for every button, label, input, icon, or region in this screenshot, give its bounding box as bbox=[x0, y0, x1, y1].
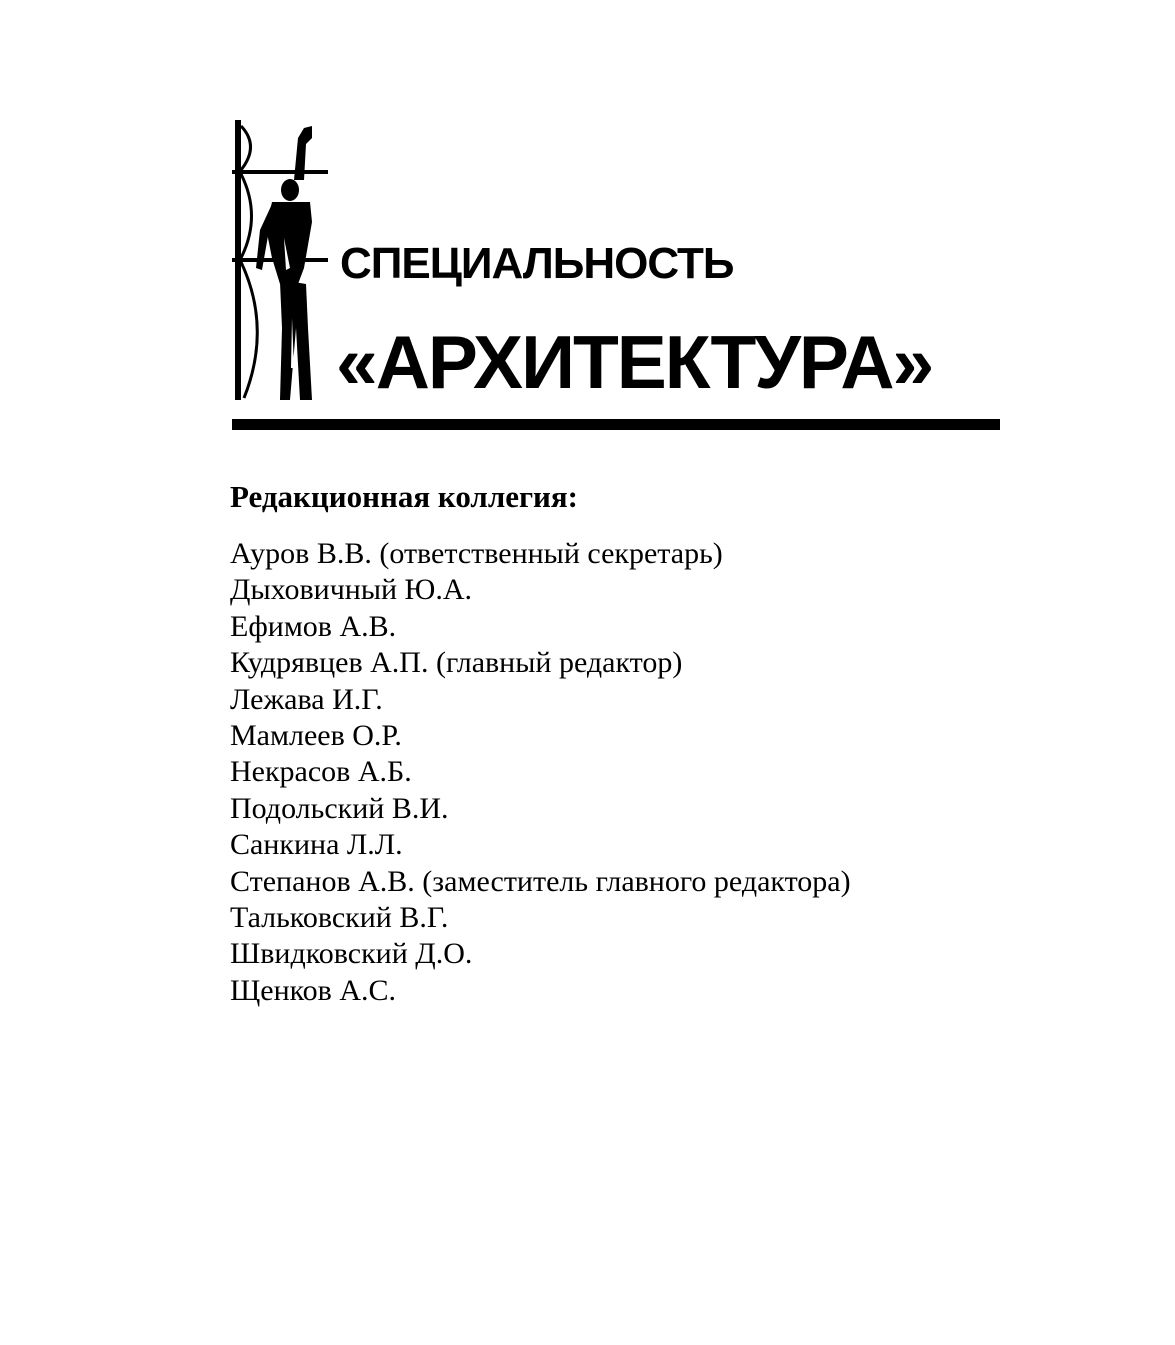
list-item: Санкина Л.Л. bbox=[230, 828, 403, 862]
list-item: Ауров В.В. (ответственный секретарь) bbox=[230, 537, 723, 570]
list-item: Щенков А.С. bbox=[230, 973, 397, 1007]
list-item: Подольский В.И. bbox=[230, 791, 449, 825]
title-divider bbox=[232, 419, 1000, 430]
list-item: Дыховичный Ю.А. bbox=[230, 573, 473, 607]
editorial-board-list bbox=[230, 536, 851, 1009]
editorial-board-heading: Редакционная коллегия: bbox=[230, 479, 579, 514]
series-title-line2: «АРХИТЕКТУРА» bbox=[336, 320, 933, 404]
list-item: Тальковский В.Г. bbox=[230, 901, 449, 935]
list-item: Мамлеев О.Р. bbox=[230, 719, 402, 753]
series-title-line1: СПЕЦИАЛЬНОСТЬ bbox=[340, 239, 734, 288]
list-item: Некрасов А.Б. bbox=[230, 755, 412, 789]
list-item: Лежава И.Г. bbox=[230, 682, 383, 716]
list-item: Кудрявцев А.П. (главный редактор) bbox=[230, 646, 683, 680]
list-item: Ефимов А.В. bbox=[230, 609, 397, 643]
list-item: Швидковский Д.О. bbox=[230, 937, 473, 971]
list-item: Степанов А.В. (заместитель главного редактора) bbox=[230, 864, 851, 898]
modulor-figure-icon bbox=[232, 118, 332, 402]
